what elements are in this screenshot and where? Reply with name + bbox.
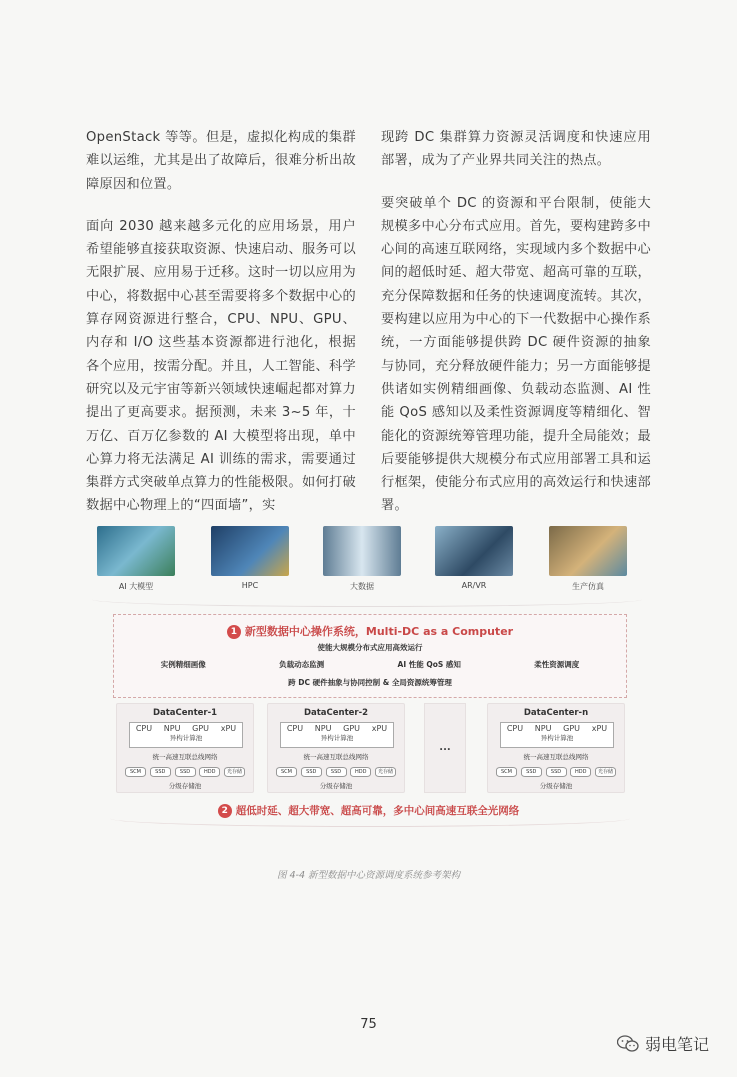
- watermark: [617, 1032, 709, 1055]
- datacenter-title: DataCenter-n: [523, 708, 589, 718]
- bus-network-label: 统一高速互联总线网络: [523, 753, 589, 761]
- chip-label: NPU: [163, 724, 181, 733]
- scenario-label: AR/VR: [461, 581, 487, 590]
- scenario-image: [323, 526, 401, 576]
- scenario-label: 大数据: [350, 582, 374, 591]
- disk-icon: SSD: [175, 767, 196, 777]
- storage-label: 分级存储池: [539, 782, 573, 790]
- disk-icon: 光存储: [224, 767, 245, 777]
- scenario-label: AI 大模型: [118, 582, 154, 591]
- datacenter-2: [267, 703, 405, 793]
- divider-curve: [110, 810, 630, 827]
- scenario-arvr: [428, 526, 520, 590]
- left-text-column: [86, 126, 356, 537]
- scenario-simulation: [542, 526, 634, 592]
- disk-icon: HDD: [350, 767, 371, 777]
- scenario-image: [435, 526, 513, 576]
- paragraph: 现跨 DC 集群算力资源灵活调度和快速应用部署，成为了产业界共同关注的热点。: [381, 130, 651, 169]
- disk-icon: SCM: [125, 767, 146, 777]
- compute-pool: [129, 722, 243, 748]
- chip-label: CPU: [286, 724, 304, 733]
- os-feature: 负载动态监测: [279, 660, 325, 669]
- scenario-band: [90, 526, 640, 596]
- pool-label: 异构计算池: [320, 734, 354, 742]
- chip-label: xPU: [220, 724, 237, 733]
- disk-icon: 光存储: [595, 767, 616, 777]
- chip-label: NPU: [314, 724, 332, 733]
- page-number: 75: [360, 1017, 377, 1032]
- chip-label: xPU: [591, 724, 608, 733]
- paragraph: OpenStack 等等。但是，虚拟化构成的集群难以运维，尤其是出了故障后，很难分析出故障原因和位置。: [86, 130, 356, 192]
- datacenter-title: DataCenter-2: [303, 708, 369, 718]
- watermark-text: 弱电笔记: [645, 1035, 710, 1054]
- figure-caption: 图 4-4 新型数据中心资源调度系统参考架构: [276, 870, 461, 881]
- disk-icon: SSD: [546, 767, 567, 777]
- paragraph: 要突破单个 DC 的资源和平台限制，使能大规模多中心分布式应用。首先，要构建跨多中心间的高速互联网络，实现域内多个数据中心间的超低时延、超大带宽、超高可靠的互联，充分保障数据和任务的快速调度流转。其次，要构建以应用为中心的下一代数据中心操作系统，一方面能够提供跨 DC 硬件资源的抽象与协同，充分释放硬件能力；另一方面能够提供诸如实例精细画像、负载动态监测、AI 性能 QoS 感知以及柔性资源调度等精细化、智能化的资源统筹管理功能，提升全局能效；最后要能够提供大规模分布式应用部署工具和运行框架，使能分布式应用的高效运行和快速部署。: [381, 195, 651, 514]
- scenario-image: [211, 526, 289, 576]
- os-feature: 实例精细画像: [160, 660, 206, 669]
- scenario-hpc: [204, 526, 296, 590]
- chip-label: CPU: [506, 724, 524, 733]
- storage-row: [125, 767, 245, 777]
- compute-pool: [500, 722, 614, 748]
- bus-network-label: 统一高速互联总线网络: [303, 753, 369, 761]
- os-subtitle: 使能大规模分布式应用高效运行: [317, 643, 423, 652]
- chip-label: xPU: [371, 724, 388, 733]
- chip-label: CPU: [135, 724, 153, 733]
- datacenter-n: [487, 703, 625, 793]
- storage-row: [496, 767, 616, 777]
- divider-curve: [92, 592, 642, 607]
- chip-label: NPU: [534, 724, 552, 733]
- os-layer-box: [113, 614, 627, 698]
- scenario-ai: [90, 526, 182, 592]
- step-badge: 1: [227, 625, 241, 639]
- scenario-label: HPC: [241, 581, 259, 590]
- disk-icon: HDD: [199, 767, 220, 777]
- scenario-label: 生产仿真: [572, 582, 604, 591]
- pool-label: 异构计算池: [169, 734, 203, 742]
- chip-label: GPU: [192, 724, 210, 733]
- right-text-column: [381, 126, 651, 537]
- storage-label: 分级存储池: [319, 782, 353, 790]
- bus-network-label: 统一高速互联总线网络: [152, 753, 218, 761]
- os-bottom-line: 跨 DC 硬件抽象与协同控制 & 全局资源统筹管理: [288, 678, 452, 687]
- chip-label: GPU: [563, 724, 581, 733]
- scenario-image: [549, 526, 627, 576]
- os-feature-row: [124, 659, 616, 670]
- disk-icon: HDD: [570, 767, 591, 777]
- disk-icon: SSD: [326, 767, 347, 777]
- optical-network-title: 2 超低时延、超大带宽、超高可靠，多中心间高速互联全光网络: [0, 803, 737, 818]
- disk-icon: 光存储: [375, 767, 396, 777]
- scenario-image: [97, 526, 175, 576]
- disk-icon: SSD: [301, 767, 322, 777]
- storage-label: 分级存储池: [168, 782, 202, 790]
- pool-label: 异构计算池: [540, 734, 574, 742]
- disk-icon: SSD: [521, 767, 542, 777]
- step-badge: 2: [218, 804, 232, 818]
- scenario-bigdata: [316, 526, 408, 592]
- os-feature: AI 性能 QoS 感知: [397, 660, 461, 669]
- chip-label: GPU: [343, 724, 361, 733]
- disk-icon: SCM: [496, 767, 517, 777]
- os-title: 1 新型数据中心操作系统，Multi-DC as a Computer: [114, 623, 626, 639]
- os-feature: 柔性资源调度: [534, 660, 580, 669]
- disk-icon: SSD: [150, 767, 171, 777]
- wechat-icon: [617, 1035, 639, 1053]
- disk-icon: SCM: [276, 767, 297, 777]
- datacenter-1: [116, 703, 254, 793]
- compute-pool: [280, 722, 394, 748]
- storage-row: [276, 767, 396, 777]
- paragraph: 面向 2030 越来越多元化的应用场景，用户希望能够直接获取资源、快速启动、服务可以无限扩展、应用易于迁移。这时一切以应用为中心，将数据中心甚至需要将多个数据中心的算存网资源进行整合，CPU、NPU、GPU、内存和 I/O 这些基本资源都进行池化，根据各个应用，按需分配。并且，人工智能、科学研究以及元宇宙等新兴领域快速崛起都对算力提出了更高要求。据预测，未来 3~5 年，十万亿、百万亿参数的 AI 大模型将出现，单中心算力将无法满足 AI 训练的需求，需要通过集群方式突破单点算力的性能极限。如何打破数据中心物理上的“四面墙”，实: [86, 218, 356, 514]
- more-datacenters-ellipsis: ...: [424, 703, 466, 793]
- datacenter-title: DataCenter-1: [152, 708, 218, 718]
